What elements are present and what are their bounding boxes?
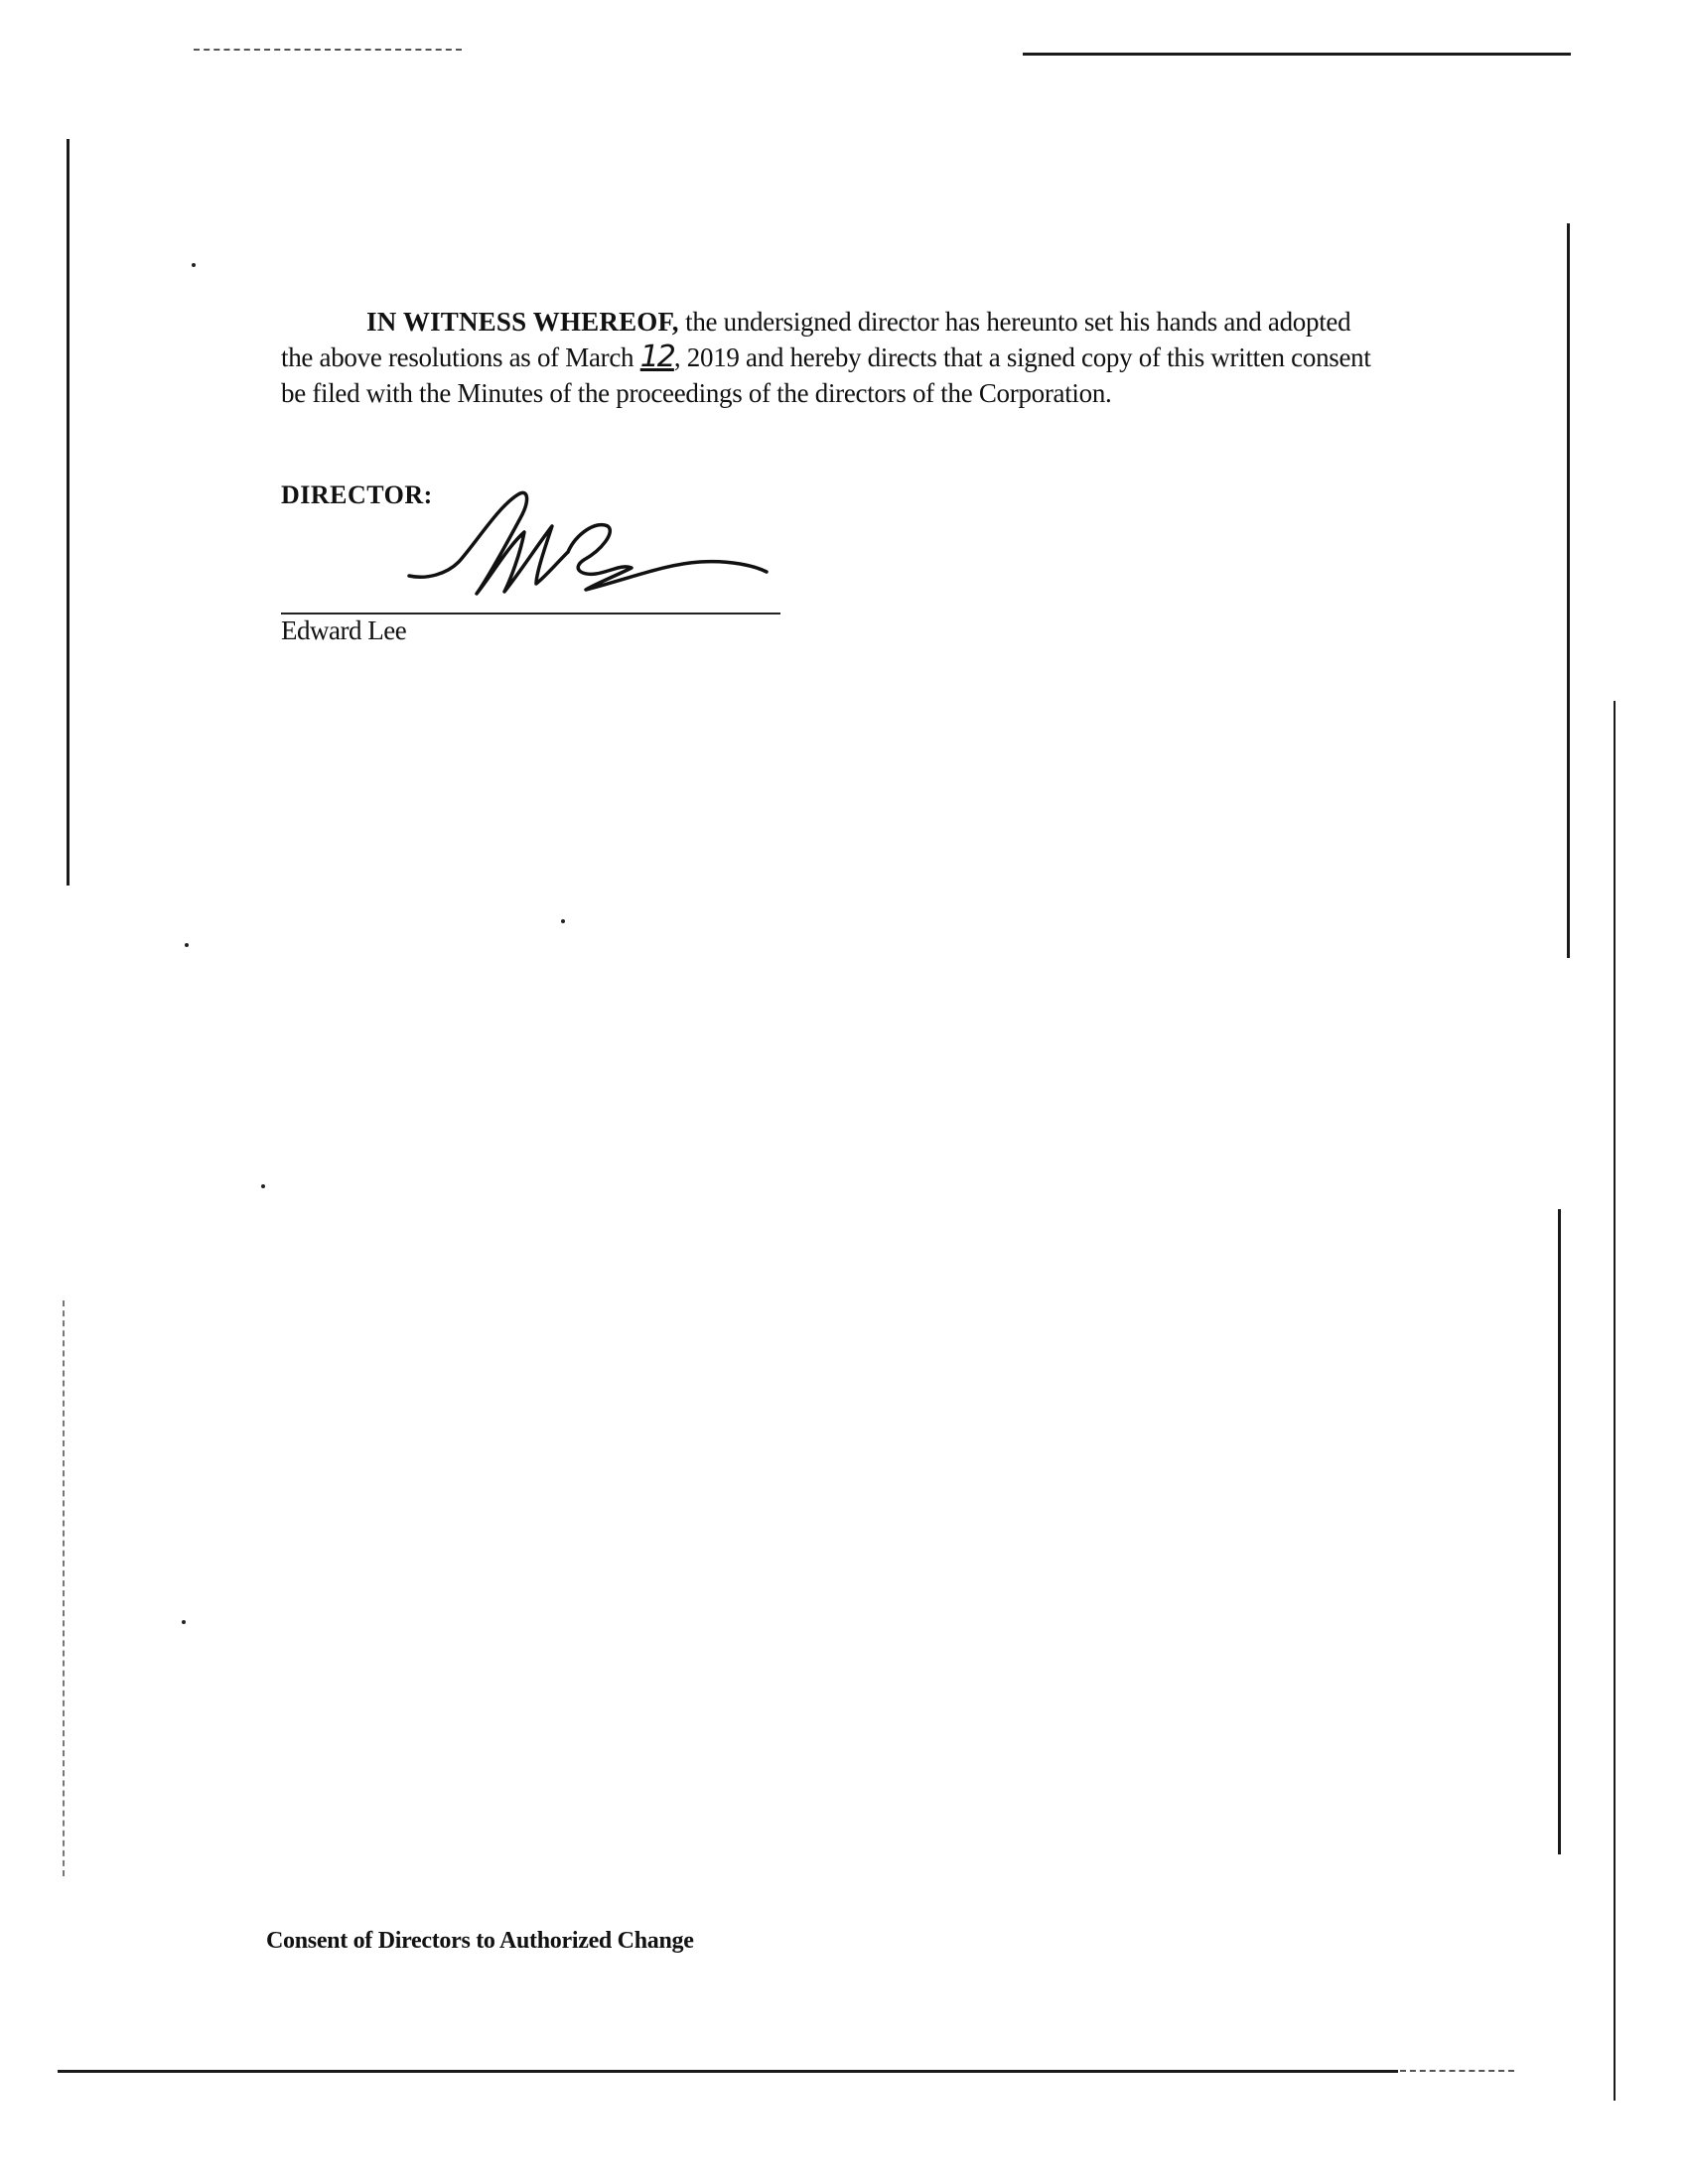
witness-clause-lead: IN WITNESS WHEREOF, xyxy=(366,307,679,337)
scan-artifact-left-edge-lower xyxy=(63,1300,65,1876)
scan-artifact-top-left xyxy=(194,49,462,51)
scan-artifact-right-edge xyxy=(1567,223,1570,958)
director-signature xyxy=(397,484,774,614)
consent-text-part-2: , 2019 and hereby directs that a signed copy of this written consent be filed with the Minutes of the proceedings of the directors of the Corporation. xyxy=(281,342,1371,408)
scan-speck xyxy=(185,943,189,947)
scan-artifact-left-edge xyxy=(67,139,70,886)
scan-artifact-top-right xyxy=(1023,53,1571,56)
scan-speck xyxy=(261,1184,265,1188)
signatory-name: Edward Lee xyxy=(281,615,407,645)
consent-paragraph xyxy=(281,304,1373,411)
scan-artifact-right-outer xyxy=(1614,701,1616,2101)
consent-text-part-1: the undersigned director has hereunto set his hands and adopted the above resolutions as of March xyxy=(281,307,1351,372)
handwritten-day: 12 xyxy=(639,340,674,374)
scan-speck xyxy=(561,919,565,923)
signature-line xyxy=(281,613,780,614)
scan-speck xyxy=(182,1620,186,1624)
scan-speck xyxy=(192,263,196,267)
scan-artifact-bottom xyxy=(58,2070,1398,2073)
scan-artifact-bottom-right xyxy=(1400,2070,1514,2072)
director-label: DIRECTOR: xyxy=(281,480,433,509)
footer-caption: Consent of Directors to Authorized Change xyxy=(266,1928,694,1954)
scan-artifact-right-edge-lower xyxy=(1558,1209,1561,1854)
